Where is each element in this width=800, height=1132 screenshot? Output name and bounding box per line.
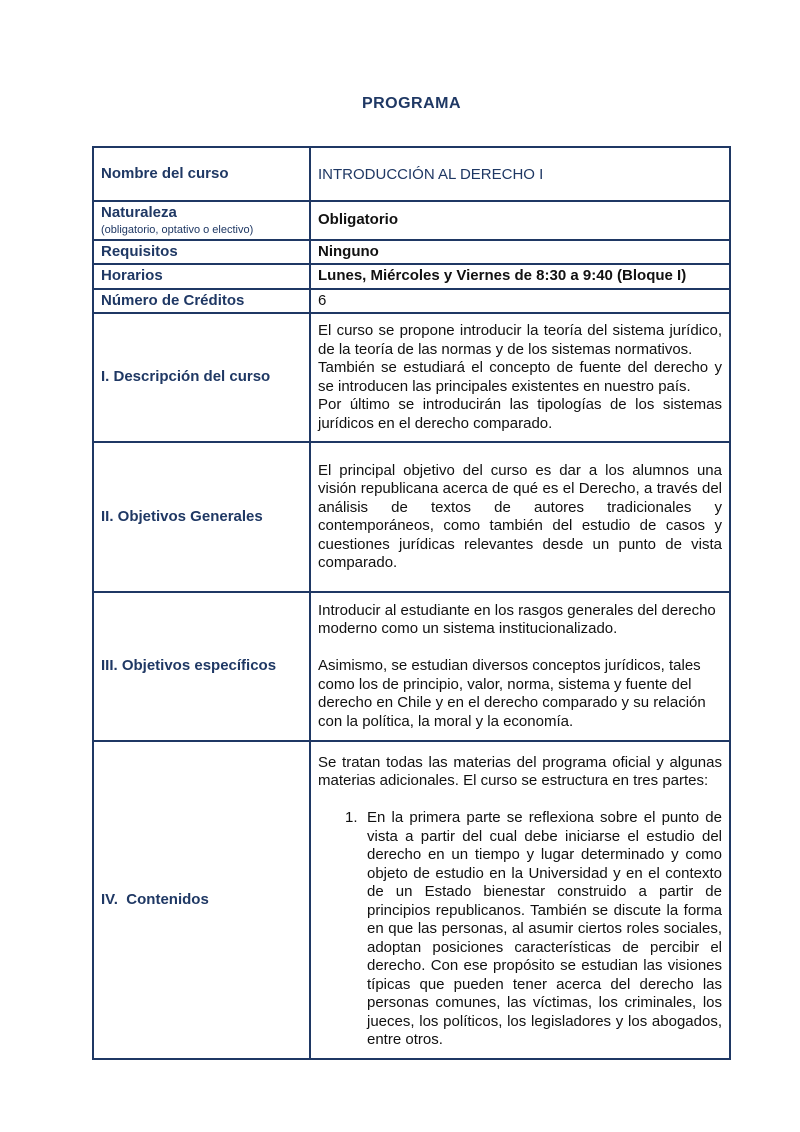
contenidos-list-text: En la primera parte se reflexiona sobre el punto de vista a partir del cual debe iniciarse el estudio del derecho en un tiempo y lugar determinado y como objeto de estudio en la Universidad y en el contexto de un Estado bienestar construido a partir de principios republicanos. También se discute la forma en que las personas, al asumir ciertos roles sociales, adoptan posiciones características de percibir el derecho. Con ese propósito se estudian las visiones típicas que pueden tener acerca del derecho las personas comunes, las víctimas, los criminales, los jueces, los políticos, los legisladores y los abogados, entre otros. [367,809,722,1048]
naturaleza-sublabel: (obligatorio, optativo o electivo) [101,223,254,236]
objetivos-especificos-value-cell [310,592,730,741]
horarios-label: Horarios [101,267,163,284]
nombre-label-cell [93,147,310,201]
creditos-label-cell [93,289,310,314]
objetivos-generales-paragraph: El principal objetivo del curso es dar a los alumnos una visión republicana acerca de qué es el Derecho, a través del análisis de textos de autores tradicionales y contemporáneos, como también del estudio de casos y cuestiones jurídicas relevantes desde un punto de vista comparado. [318,461,722,571]
table-row-requisitos [93,240,730,265]
descripcion-paragraph: El curso se propone introducir la teoría del sistema jurídico, de la teoría de las normas y de los sistemas normativos. [318,322,722,358]
horarios-label-cell [93,264,310,289]
contenidos-label-cell [93,741,310,1059]
table-row-naturaleza [93,201,730,240]
course-program-table [92,146,731,1060]
naturaleza-value-cell [310,201,730,240]
table-row-objetivos-especificos [93,592,730,741]
creditos-value: 6 [318,291,327,309]
objetivos-especificos-label: III. Objetivos específicos [101,657,277,675]
nombre-value-cell [310,147,730,201]
descripcion-paragraph: Por último se introducirán las tipologías de los sistemas jurídicos en el derecho comparado. [318,396,722,432]
table-row-creditos [93,289,730,314]
contenidos-list-item [318,809,722,1050]
requisitos-value-cell [310,240,730,265]
creditos-label: Número de Créditos [101,291,245,309]
objetivos-especificos-paragraph: Asimismo, se estudian diversos conceptos jurídicos, tales como los de principio, valor, norma, sistema y fuente del derecho en Chile y en el derecho comparado y su relación con la política, la moral y la economía. [318,657,706,730]
contenidos-value-cell [310,741,730,1059]
objetivos-generales-value-cell [310,442,730,592]
descripcion-label: I. Descripción del curso [101,368,271,386]
creditos-value-cell [310,289,730,314]
horarios-value: Lunes, Miércoles y Viernes de 8:30 a 9:40 (Bloque I) [318,267,687,284]
contenidos-list-number: 1. [345,809,358,826]
requisitos-label: Requisitos [101,242,178,260]
descripcion-paragraph: También se estudiará el concepto de fuente del derecho y se introducen las principales existentes en nuestro país. [318,359,722,395]
nombre-label: Nombre del curso [101,164,229,182]
naturaleza-label-cell [93,201,310,240]
page-title: PROGRAMA [361,95,462,112]
table-row-horarios [93,264,730,289]
requisitos-label-cell [93,240,310,265]
objetivos-generales-label: II. Objetivos Generales [101,507,263,525]
table-row-nombre [93,147,730,201]
contenidos-intro: Se tratan todas las materias del programa oficial y algunas materias adicionales. El curso se estructura en tres partes: [318,753,722,789]
table-row-descripcion [93,313,730,442]
objetivos-especificos-label-cell [93,592,310,741]
objetivos-generales-label-cell [93,442,310,592]
descripcion-value-cell [310,313,730,442]
descripcion-label-cell [93,313,310,442]
objetivos-especificos-paragraph: Introducir al estudiante en los rasgos generales del derecho moderno como un sistema institucionalizado. [318,601,716,638]
horarios-value-cell [310,264,730,289]
requisitos-value: Ninguno [318,242,379,260]
nombre-value: INTRODUCCIÓN AL DERECHO I [318,166,544,184]
naturaleza-value: Obligatorio [318,211,398,228]
table-row-contenidos [93,741,730,1059]
table-row-objetivos-generales [93,442,730,592]
naturaleza-label: Naturaleza [101,204,177,221]
contenidos-label: IV. Contenidos [101,890,209,908]
